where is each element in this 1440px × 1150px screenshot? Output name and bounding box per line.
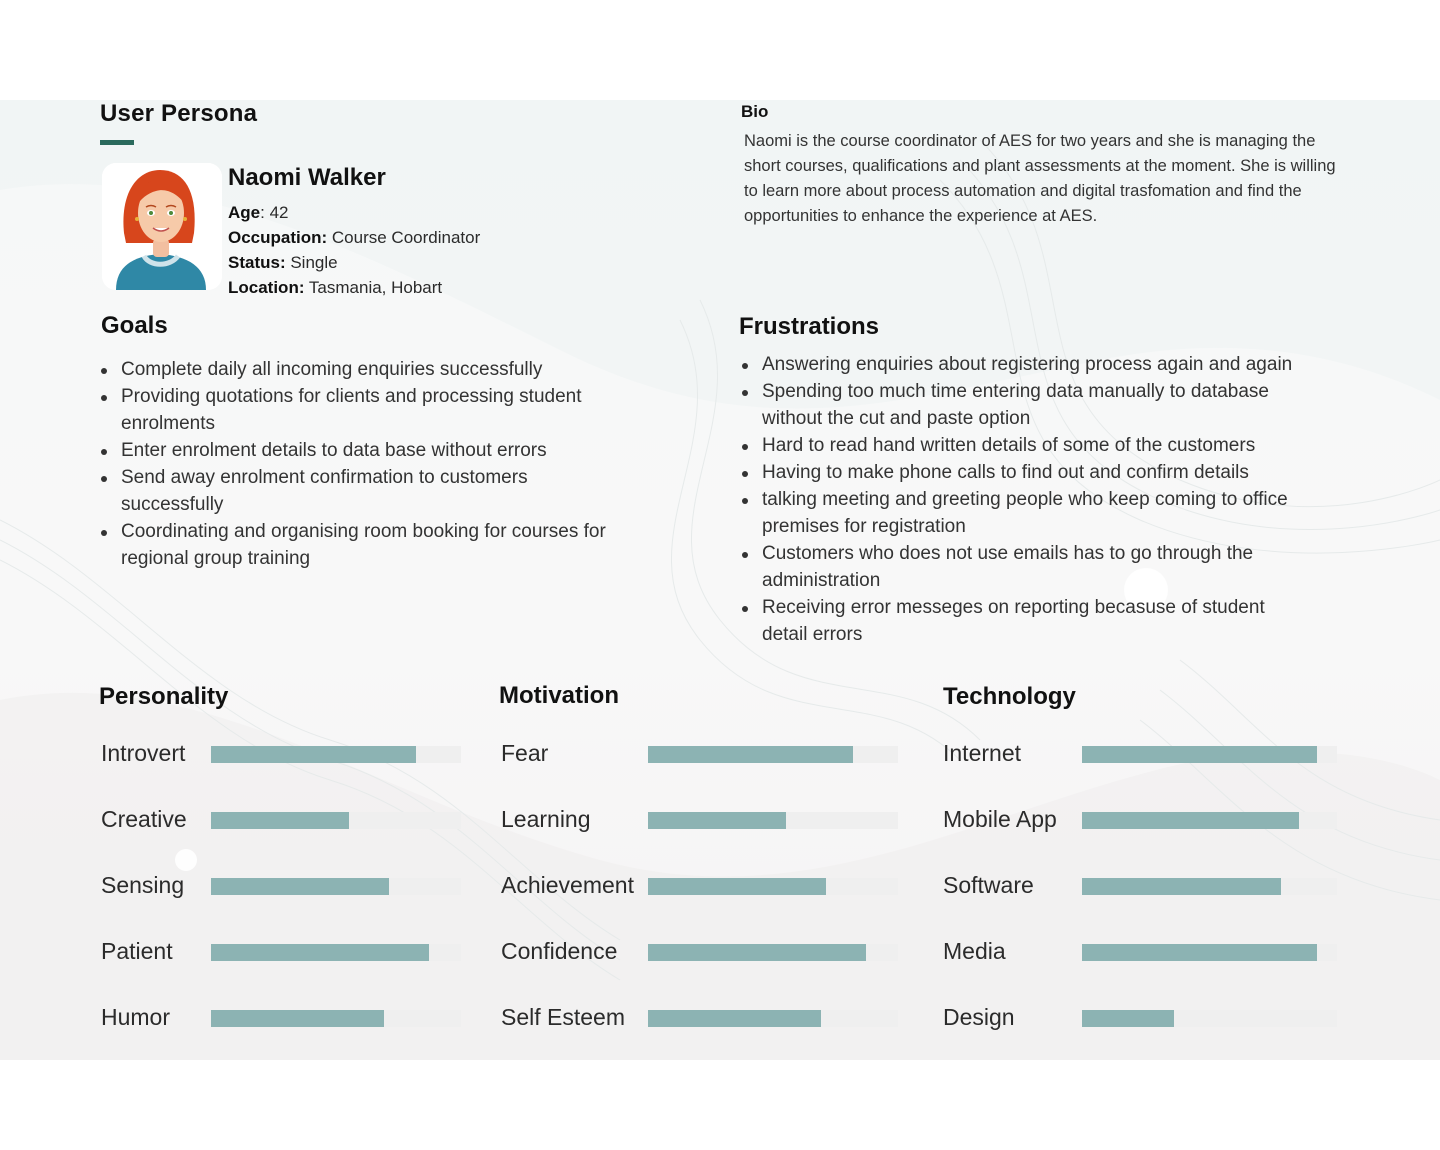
frustration-item: Spending too much time entering data manually to database without the cut and paste option bbox=[741, 378, 1311, 432]
personality-bar-track bbox=[211, 812, 461, 829]
frustration-item: talking meeting and greeting people who keep coming to office premises for registration bbox=[741, 486, 1311, 540]
persona-detail-row bbox=[228, 278, 442, 298]
bio-title: Bio bbox=[741, 102, 769, 121]
motivation-label: Self Esteem bbox=[501, 1004, 625, 1030]
avatar-woman-illustration bbox=[102, 163, 222, 290]
title-underline bbox=[100, 140, 134, 145]
frustration-item: Customers who does not use emails has to go through the administration bbox=[741, 540, 1311, 594]
personality-bar-fill bbox=[211, 746, 416, 763]
goal-item: Send away enrolment confirmation to customers successfully bbox=[100, 464, 630, 518]
bio-text: Naomi is the course coordinator of AES for two years and she is managing the short courses, qualifications and plant assessments at the moment. She is willing to learn more about process automation and digital trasfomation and find the opportunities to enhance the experience at AES. bbox=[744, 132, 1336, 225]
page-title: User Persona bbox=[100, 100, 258, 127]
technology-bar-track bbox=[1082, 746, 1337, 763]
technology-label: Internet bbox=[943, 740, 1021, 766]
motivation-label: Achievement bbox=[501, 872, 634, 898]
goal-item: Providing quotations for clients and processing student enrolments bbox=[100, 383, 630, 437]
motivation-title: Motivation bbox=[499, 682, 619, 709]
goal-item: Coordinating and organising room booking for courses for regional group training bbox=[100, 518, 630, 572]
motivation-bar-fill bbox=[648, 746, 853, 763]
persona-detail-row bbox=[228, 203, 289, 223]
goal-item: Enter enrolment details to data base without errors bbox=[100, 437, 630, 464]
personality-bar-fill bbox=[211, 812, 349, 829]
motivation-bar-track bbox=[648, 878, 898, 895]
personality-label: Sensing bbox=[101, 872, 185, 898]
persona-detail-value: Single bbox=[285, 253, 338, 272]
persona-detail-value: 42 bbox=[264, 203, 289, 222]
technology-label: Media bbox=[943, 938, 1006, 964]
motivation-bar-track bbox=[648, 944, 898, 961]
motivation-label: Fear bbox=[501, 740, 549, 766]
personality-bar-fill bbox=[211, 944, 429, 961]
motivation-label: Learning bbox=[501, 806, 591, 832]
motivation-bar-track bbox=[648, 1010, 898, 1027]
frustrations-list bbox=[741, 351, 1311, 648]
personality-bar-fill bbox=[211, 878, 389, 895]
technology-bar-track bbox=[1082, 944, 1337, 961]
technology-bar-fill bbox=[1082, 944, 1317, 961]
persona-name: Naomi Walker bbox=[228, 164, 386, 191]
technology-bar-fill bbox=[1082, 812, 1299, 829]
technology-bar-fill bbox=[1082, 878, 1281, 895]
motivation-bar-fill bbox=[648, 878, 826, 895]
goals-title: Goals bbox=[101, 312, 168, 339]
frustration-item: Hard to read hand written details of some of the customers bbox=[741, 432, 1311, 459]
motivation-bar-fill bbox=[648, 812, 786, 829]
frustration-item: Receiving error messeges on reporting becasuse of student detail errors bbox=[741, 594, 1311, 648]
goals-list bbox=[100, 356, 630, 572]
technology-bar-track bbox=[1082, 1010, 1337, 1027]
frustration-item: Answering enquiries about registering process again and again bbox=[741, 351, 1311, 378]
persona-detail-label: Age bbox=[228, 203, 261, 222]
technology-label: Design bbox=[943, 1004, 1015, 1030]
personality-bar-track bbox=[211, 1010, 461, 1027]
personality-label: Creative bbox=[101, 806, 187, 832]
persona-detail-label: Location: bbox=[228, 278, 305, 297]
technology-title: Technology bbox=[943, 683, 1076, 710]
persona-detail-label: Status: bbox=[228, 253, 286, 272]
personality-title: Personality bbox=[99, 683, 229, 710]
technology-bar-fill bbox=[1082, 1010, 1174, 1027]
persona-detail-row bbox=[228, 253, 338, 273]
technology-label: Software bbox=[943, 872, 1034, 898]
persona-detail-value: Tasmania, Hobart bbox=[304, 278, 443, 297]
persona-detail-label: Occupation: bbox=[228, 228, 328, 247]
persona-detail-separator: : bbox=[260, 203, 265, 222]
technology-bar-track bbox=[1082, 812, 1337, 829]
motivation-bar-track bbox=[648, 746, 898, 763]
technology-bar-track bbox=[1082, 878, 1337, 895]
technology-label: Mobile App bbox=[943, 806, 1057, 832]
motivation-bar-track bbox=[648, 812, 898, 829]
personality-bar-track bbox=[211, 878, 461, 895]
personality-bar-track bbox=[211, 746, 461, 763]
persona-detail-value: Course Coordinator bbox=[327, 228, 481, 247]
personality-label: Humor bbox=[101, 1004, 171, 1030]
personality-bar-fill bbox=[211, 1010, 384, 1027]
motivation-label: Confidence bbox=[501, 938, 618, 964]
persona-detail-row bbox=[228, 228, 480, 248]
personality-label: Introvert bbox=[101, 740, 186, 766]
goal-item: Complete daily all incoming enquiries successfully bbox=[100, 356, 630, 383]
avatar bbox=[102, 163, 222, 290]
frustrations-title: Frustrations bbox=[739, 313, 880, 340]
motivation-bar-fill bbox=[648, 944, 866, 961]
personality-bar-track bbox=[211, 944, 461, 961]
motivation-bar-fill bbox=[648, 1010, 821, 1027]
technology-bar-fill bbox=[1082, 746, 1317, 763]
personality-label: Patient bbox=[101, 938, 173, 964]
frustration-item: Having to make phone calls to find out and confirm details bbox=[741, 459, 1311, 486]
